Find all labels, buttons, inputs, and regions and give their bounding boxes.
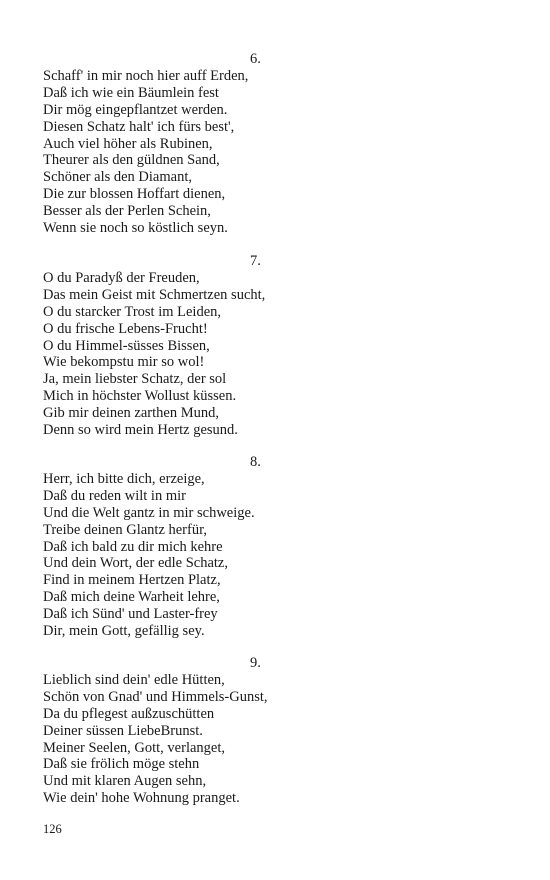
verse-line: Meiner Seelen, Gott, verlanget, — [43, 739, 225, 756]
verse-line: Gib mir deinen zarthen Mund, — [43, 405, 219, 422]
verse-line: Dir mög eingepflantzet werden. — [43, 101, 228, 118]
stanza-number: 7. — [250, 253, 261, 269]
verse-line: Und die Welt gantz in mir schweige. — [43, 504, 255, 521]
verse-line: Die zur blossen Hoffart dienen, — [43, 186, 226, 203]
verse-line: Wie bekompstu mir so wol! — [43, 354, 205, 371]
verse-line: Ja, mein liebster Schatz, der sol — [43, 371, 227, 388]
stanza-6 — [43, 51, 513, 237]
verse-line: Daß mich deine Warheit lehre, — [43, 589, 220, 606]
stanza-number: 9. — [250, 655, 261, 671]
stanza-8 — [43, 454, 513, 640]
verse-line: Daß ich bald zu dir mich kehre — [43, 538, 223, 555]
verse-line: Daß ich wie ein Bäumlein fest — [43, 84, 219, 101]
verse-line: Schön von Gnad' und Himmels-Gunst, — [43, 688, 268, 705]
verse-line: O du Himmel-süsses Bissen, — [43, 337, 210, 354]
verse-line: Schöner als den Diamant, — [43, 169, 192, 186]
verse-line: O du starcker Trost im Leiden, — [43, 303, 222, 320]
verse-line: Wie dein' hohe Wohnung pranget. — [43, 790, 240, 807]
verse-line: Deiner süssen LiebeBrunst. — [43, 722, 203, 739]
page-number: 126 — [43, 822, 62, 836]
verse-line: Lieblich sind dein' edle Hütten, — [43, 672, 225, 688]
verse-line: O du frische Lebens-Frucht! — [43, 320, 208, 337]
verse-line: Treibe deinen Glantz herfür, — [43, 521, 207, 538]
verse-line: Daß sie frölich möge stehn — [43, 756, 200, 773]
verse-line: Dir, mein Gott, gefällig sey. — [43, 623, 205, 640]
verse-line: Daß du reden wilt in mir — [43, 487, 186, 504]
verse-line: Find in meinem Hertzen Platz, — [43, 572, 221, 589]
verse-line: Diesen Schatz halt' ich fürs best', — [43, 118, 235, 135]
verse-line: Das mein Geist mit Schmertzen sucht, — [43, 286, 266, 303]
verse-line: Besser als der Perlen Schein, — [43, 203, 211, 220]
verse-line: O du Paradyß der Freuden, — [43, 270, 200, 286]
verse-line: Auch viel höher als Rubinen, — [43, 135, 213, 152]
verse-line: Da du pflegest außzuschütten — [43, 705, 215, 722]
verse-line: Mich in höchster Wollust küssen. — [43, 388, 237, 405]
verse-line: Herr, ich bitte dich, erzeige, — [43, 471, 205, 487]
verse-line: Theurer als den güldnen Sand, — [43, 152, 220, 169]
stanza-9 — [43, 655, 513, 807]
verse-line: Und mit klaren Augen sehn, — [43, 773, 207, 790]
verse-line: Wenn sie noch so köstlich seyn. — [43, 220, 228, 237]
stanza-7 — [43, 253, 513, 439]
verse-line: Schaff' in mir noch hier auff Erden, — [43, 68, 249, 84]
verse-line: Daß ich Sünd' und Laster-frey — [43, 606, 218, 623]
verse-line: Und dein Wort, der edle Schatz, — [43, 555, 228, 572]
stanza-number: 6. — [250, 51, 261, 67]
stanza-number: 8. — [250, 454, 261, 470]
verse-line: Denn so wird mein Hertz gesund. — [43, 422, 238, 439]
